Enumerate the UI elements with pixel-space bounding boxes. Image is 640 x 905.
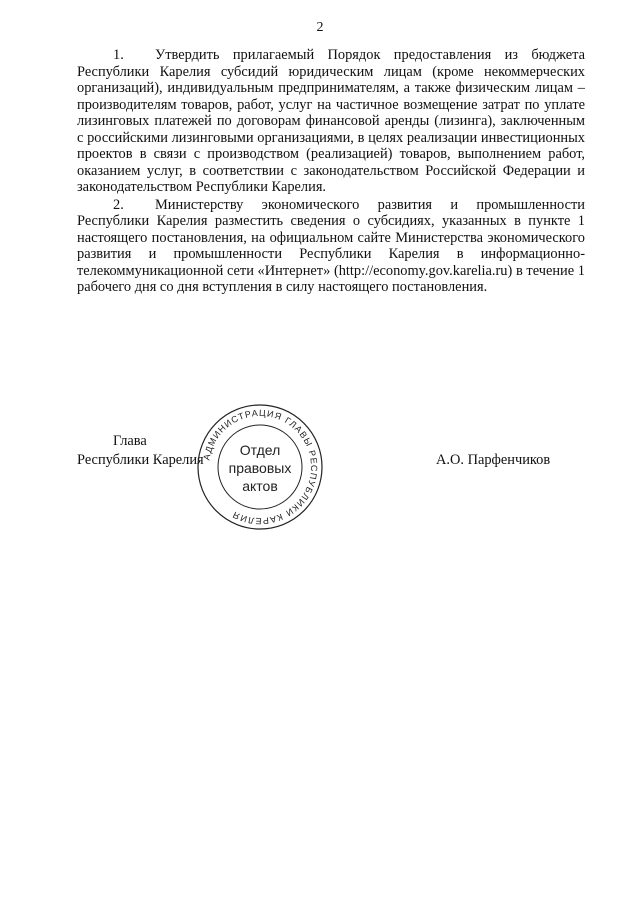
- paragraph-1: [77, 47, 585, 196]
- stamp-line-3: актов: [242, 478, 278, 494]
- signature-organization: Республики Карелия: [77, 452, 204, 468]
- official-stamp: [195, 402, 325, 532]
- document-body: [77, 47, 585, 297]
- signatory-name: А.О. Парфенчиков: [436, 452, 551, 468]
- paragraph-text: Министерству экономического развития и промышленности Республики Карелия разместить сведения о субсидиях, указанных в пункте 1 настоящего постановления, на официальном сайте Министерства экономического развития и промышленности Республики Карелия в информационно-телекоммуникационной сети «Интернет» (http://economy.gov.karelia.ru) в течение 1 рабочего дня со дня вступления в силу настоящего постановления.: [77, 196, 585, 295]
- paragraph-number: 1.: [113, 47, 124, 63]
- stamp-ring-text: АДМИНИСТРАЦИЯ ГЛАВЫ РЕСПУБЛИКИ КАРЕЛИЯ: [201, 407, 320, 527]
- paragraph-2: [77, 197, 585, 296]
- stamp-line-1: Отдел: [239, 442, 281, 458]
- signature-title: Глава: [113, 433, 147, 449]
- stamp-line-2: правовых: [228, 460, 292, 476]
- paragraph-text: Утвердить прилагаемый Порядок предоставления из бюджета Республики Карелия субсидий юридическим лицам (кроме некоммерческих организаций), индивидуальным предпринимателям, а также физическим лицам – производителям товаров, работ, услуг на частичное возмещение затрат по уплате лизинговых платежей по договорам финансовой аренды (лизинга), заключенным с российскими лизинговыми организациями, в целях реализации инвестиционных проектов в связи с производством (реализацией) товаров, выполнением работ, оказанием услуг, в соответствии с законодательством Российской Федерации и законодательством Республики Карелия.: [77, 47, 585, 195]
- page-number: 2: [316, 20, 324, 35]
- paragraph-number: 2.: [113, 196, 124, 213]
